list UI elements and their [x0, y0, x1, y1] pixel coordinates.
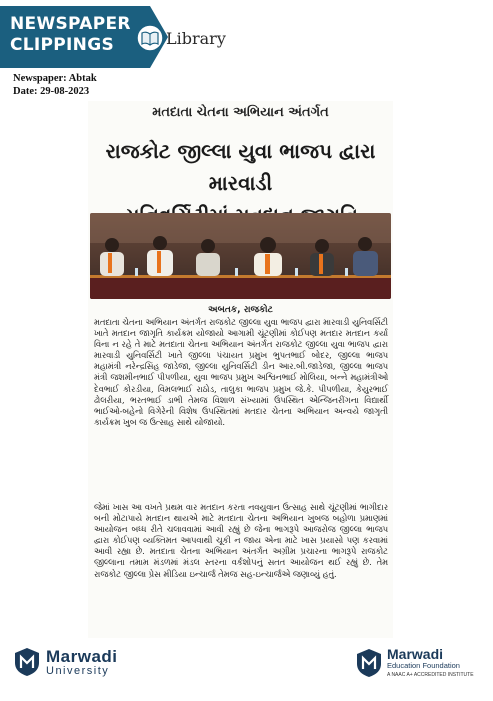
- kicker-headline: મતદાતા ચેતના અભિયાન અંતર્ગત: [152, 105, 329, 120]
- header-banner: [0, 6, 226, 68]
- marwadi-university-logo: [14, 647, 118, 677]
- left-brand-sub: University: [46, 664, 110, 677]
- left-brand-name: Marwadi: [46, 646, 118, 666]
- open-book-icon: [136, 24, 164, 52]
- marwadi-shield-icon: [14, 647, 40, 677]
- dateline: અબતક, રાજકોટ: [208, 305, 273, 315]
- library-label-group: [136, 24, 226, 52]
- banner-title: [10, 14, 131, 56]
- accreditation-label: A NAAC A+ ACCREDITED INSTITUTE: [387, 672, 474, 678]
- marwadi-foundation-logo: [356, 647, 474, 678]
- newspaper-clipping: [88, 101, 393, 638]
- marwadi-shield-icon: [356, 648, 382, 678]
- banner-title-line1: NEWSPAPER: [10, 14, 131, 34]
- right-brand-sub: Education Foundation: [387, 661, 460, 670]
- library-label: Library: [166, 28, 226, 48]
- right-brand-name: Marwadi: [387, 646, 444, 662]
- clipping-meta: [13, 72, 97, 98]
- event-photo: [90, 213, 391, 299]
- article-paragraph-1: મતદાતા ચેતના અભિયાન અંતર્ગત રાજકોટ જીલ્લા યુવા ભાજપ દ્વારા મારવાડી યુનિવર્સિટી ખાતે મતદાન જાગૃતિ કાર્યક્રમ યોજાયો આગામી ચૂંટણીમાં કોઈપણ મતદાર મતદાન કર્યા વિના ન રહે તે માટે મતદાતા ચેતના અભિયાન અંતર્ગત રાજકોટ જીલ્લા યુવા ભાજપ દ્વારા મારવાડી યુનિવર્સિટી ખાતે જીલ્લા પંચાયત પ્રમુખ ભુપતભાઈ બોદર, જીલ્લા ભાજપ મહામંત્રી નરેન્દ્રસિંહ જાડેજા, જીલ્લા યુનિવર્સિટી ડીન આર.બી.જાડેજા, જીલ્લા ભાજપ મંત્રી જશમીનભાઈ પીપળીયા, યુવા ભાજપ પ્રમુખ અશ્વિનભાઈ મોલિયા, બન્ને મહામંત્રીઓ દેવભાઈ કોરડીયા, વિમલભાઈ રાઠોડ, તાલુકા ભાજપ પ્રમુખ જે.કે. પીપળીયા, કેયુરભાઈ ઢોલરીયા, ભરતભાઈ ડાભી તેમજ વિશાળ સંખ્યામાં ઉપસ્થિત એન્જિનરીંગના વિદ્યાર્થી ભાઈઓ-બહેનો વિગેરેની વિશેષ ઉપસ્થિતમાં મતદાર ચેતના અભિયાન અન્વયે જાગૃતી કાર્યક્રમ ખુબ જ ઉત્સાહ સાથે યોજાયો.: [94, 317, 388, 427]
- banner-title-line2: CLIPPINGS: [10, 35, 115, 55]
- article-paragraph-2: જેમાં ખાસ આ વખતે પ્રથમ વાર મતદાન કરતા નવયુવાન ઉત્સાહ સાથે ચૂંટણીમાં ભાગીદાર બની મોટાપાયે મતદાન થાયએ માટે મતદાતા ચેતના અભિયાન ખુબજ બહોળા પ્રમાણમાં આયોજન બધ્ધ રીતે ચલાવવામાં આવી રહ્યું છે જેના ભાગરૂપે આજરોજ જીલ્લા ભાજપ દ્વારા કોઈપણ વ્યક્તિમત આપવાથી ચૂકી ન જાય એના માટે ખાસ પ્રયાસો પણ કરવામાં આવી રહ્યા છે. મતદાતા ચેતના અભિયાન અંતર્ગત અગ્રીમ પ્રચારના ભાગરૂપે રાજકોટ જીલ્લાના તમામ મંડળમાં મંડલ સ્તરના વર્કશોપનું સતત આયોજન થઈ રહ્યું છે. તેમ રાજકોટ જીલ્લા પ્રેસ મીડિયા ઇન્ચાર્જ તેમજ સહ-ઇન્ચાર્જએ જણાવ્યું હતું.: [94, 502, 388, 579]
- newspaper-name: Newspaper: Abtak: [13, 73, 97, 84]
- clipping-date: Date: 29-08-2023: [13, 86, 90, 97]
- main-headline-line1: રાજકોટ જીલ્લા યુવા ભાજપ દ્વારા મારવાડી: [105, 139, 376, 195]
